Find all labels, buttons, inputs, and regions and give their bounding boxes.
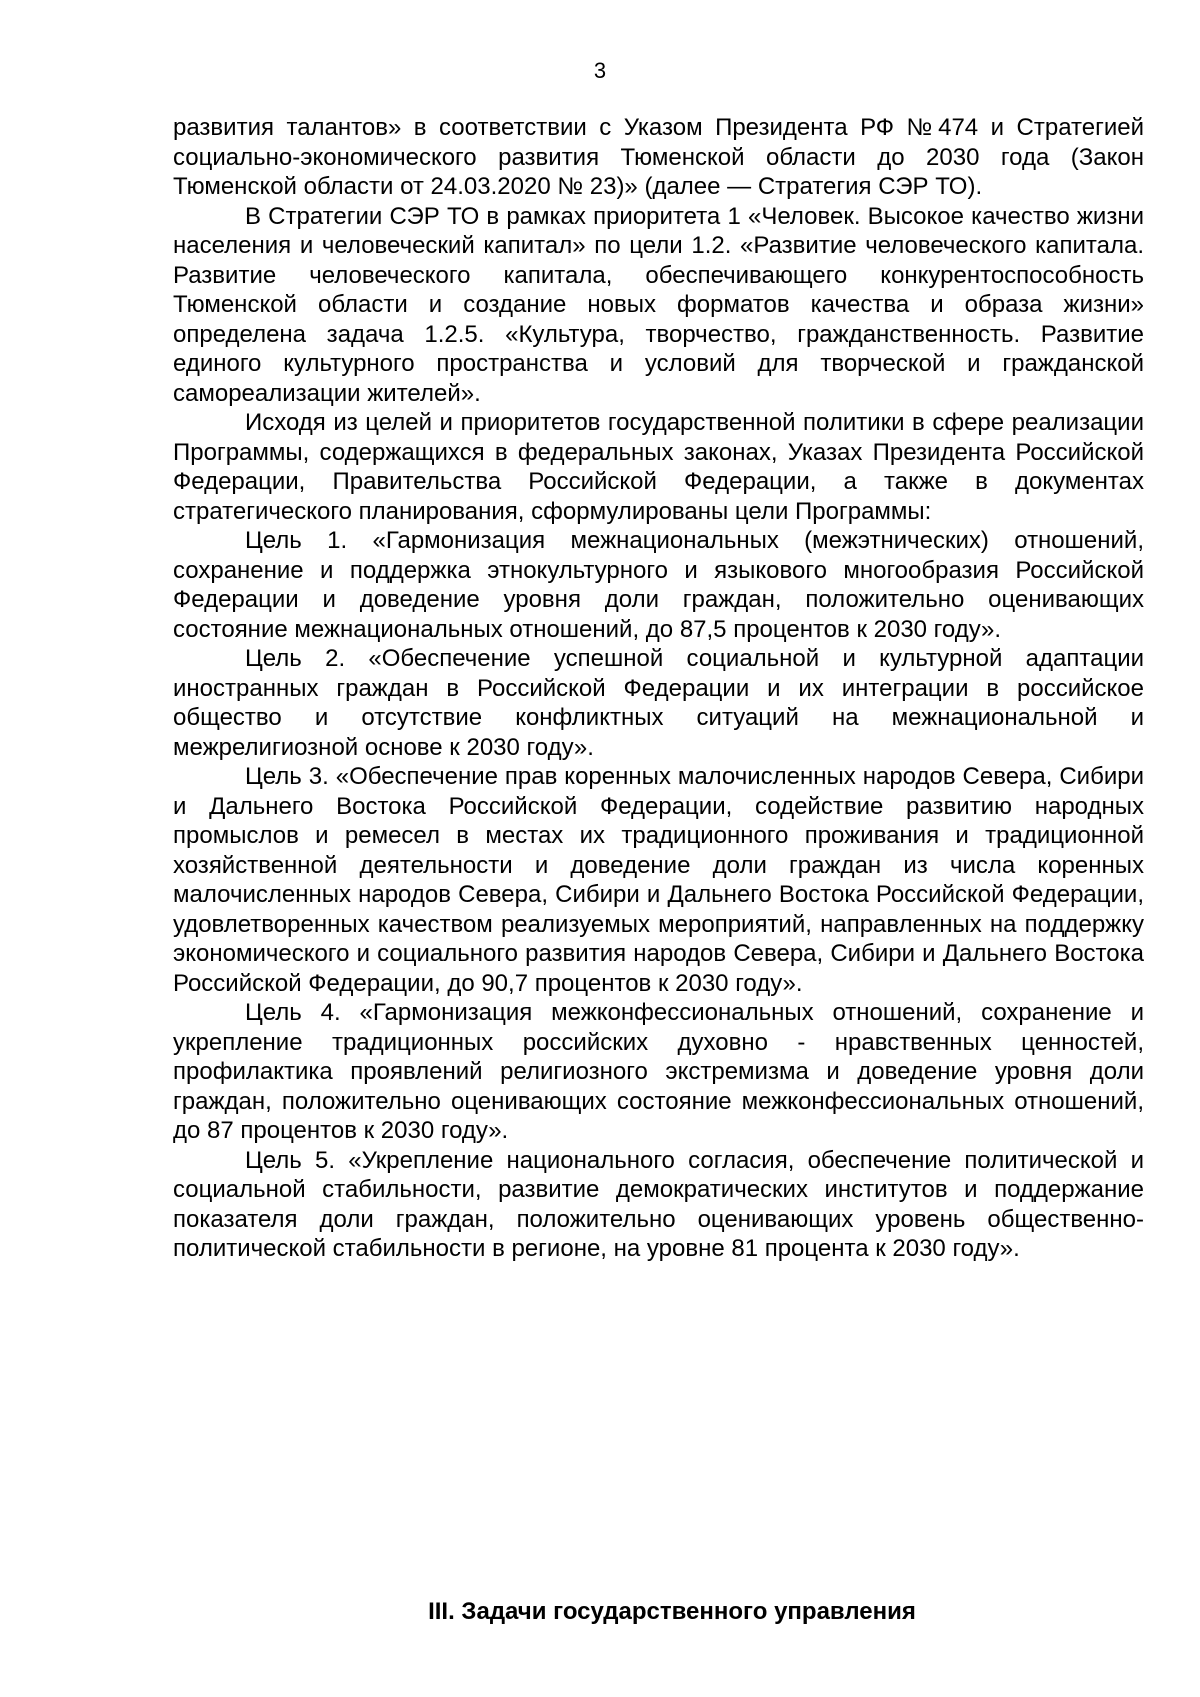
paragraph-goal-5: Цель 5. «Укрепление национального согласия, обеспечение политической и социальной стабильности, развитие демократических институтов и поддержание показателя доли граждан, положительно оценивающих уровень общественно-политической стабильности в регионе, на уровне 81 процента к 2030 году».	[173, 1146, 1144, 1262]
paragraph-program-goals-intro: Исходя из целей и приоритетов государственной политики в сфере реализации Программы, содержащихся в федеральных законах, Указах Президента Российской Федерации, Правительства Российской Федерации, а также в документах стратегического планирования, сформулированы цели Программы:	[173, 409, 1144, 525]
body-text	[173, 113, 1144, 1264]
paragraph-goal-3: Цель 3. «Обеспечение прав коренных малочисленных народов Севера, Сибири и Дальнего Востока Российской Федерации, содействие развитию народных промыслов и ремесел в местах их традиционного проживания и традиционной хозяйственной деятельности и доведение доли граждан из числа коренных малочисленных народов Севера, Сибири и Дальнего Востока Российской Федерации, удовлетворенных качеством реализуемых мероприятий, направленных на поддержку экономического и социального развития народов Севера, Сибири и Дальнего Востока Российской Федерации, до 90,7 процентов к 2030 году».	[173, 763, 1144, 997]
paragraph-goal-1: Цель 1. «Гармонизация межнациональных (межэтнических) отношений, сохранение и поддержка этнокультурного и языкового многообразия Российской Федерации и доведение уровня доли граждан, положительно оценивающих состояние межнациональных отношений, до 87,5 процентов к 2030 году».	[173, 527, 1144, 643]
paragraph-strategy-priority: В Стратегии СЭР ТО в рамках приоритета 1 «Человек. Высокое качество жизни населения и человеческий капитал» по цели 1.2. «Развитие человеческого капитала. Развитие человеческого капитала, обеспечивающего конкурентоспособность Тюменской области и создание новых форматов качества и образа жизни» определена задача 1.2.5. «Культура, творчество, гражданственность. Развитие единого культурного пространства и условий для творческой и гражданской самореализации жителей».	[173, 202, 1144, 407]
paragraph-goal-2: Цель 2. «Обеспечение успешной социальной и культурной адаптации иностранных граждан в Российской Федерации и их интеграции в российское общество и отсутствие конфликтных ситуаций на межнациональной и межрелигиозной основе к 2030 году».	[173, 645, 1144, 761]
paragraph-goal-4: Цель 4. «Гармонизация межконфессиональных отношений, сохранение и укрепление традиционных российских духовно - нравственных ценностей, профилактика проявлений религиозного экстремизма и доведение уровня доли граждан, положительно оценивающих состояние межконфессиональных отношений, до 87 процентов к 2030 году».	[173, 999, 1144, 1144]
page-number: 3	[593, 58, 607, 83]
section-heading: III. Задачи государственного управления	[428, 1598, 916, 1625]
paragraph-continuation: развития талантов» в соответствии с Указом Президента РФ №474 и Стратегией социально-экономического развития Тюменской области до 2030 года (Закон Тюменской области от 24.03.2020 № 23)» (далее — Стратегия СЭР ТО).	[173, 114, 1144, 200]
